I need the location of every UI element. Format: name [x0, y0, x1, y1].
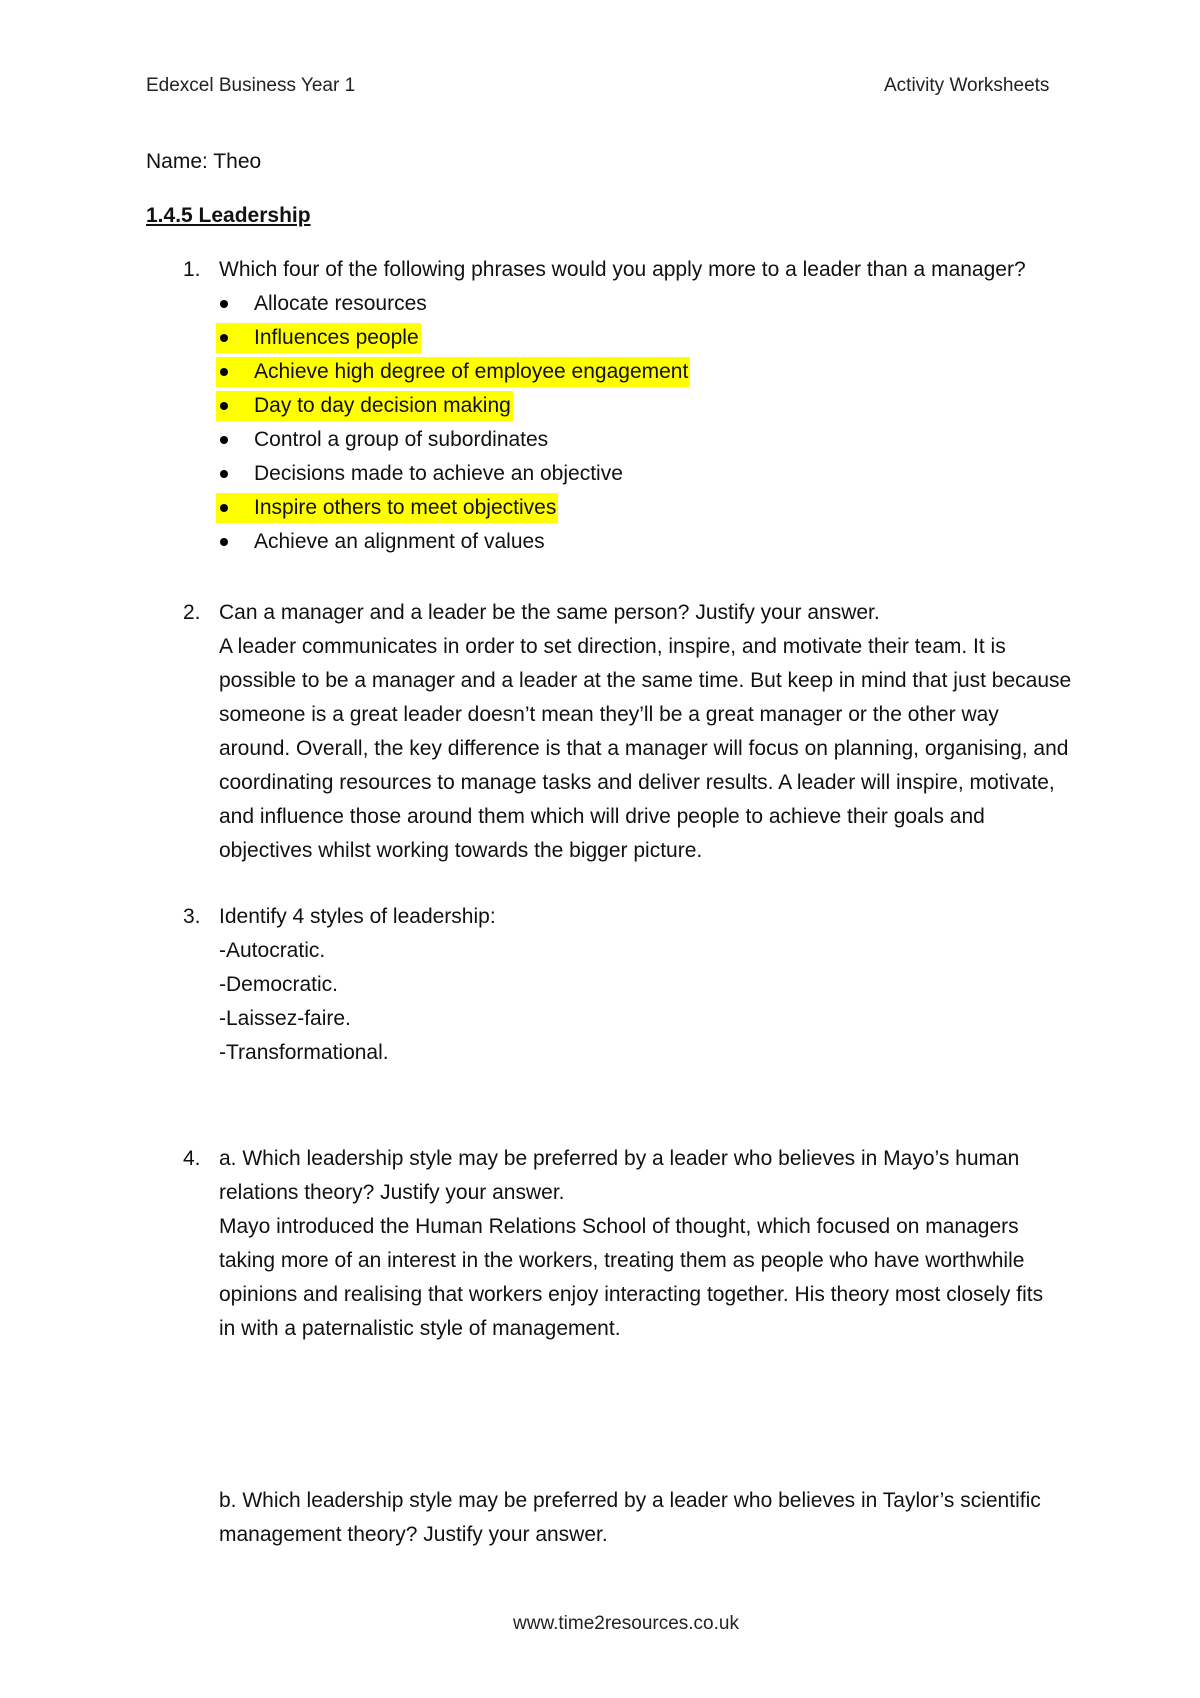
answer-line: objectives whilst working towards the bigger picture.	[219, 839, 703, 862]
answer-line: -Autocratic.	[219, 939, 326, 962]
answer-line: opinions and realising that workers enjoy interacting together. His theory most closely fits	[219, 1283, 1044, 1306]
answer-line: -Democratic.	[219, 973, 339, 996]
footer-website: www.time2resources.co.uk	[513, 1613, 739, 1634]
bullet-option-label: Inspire others to meet objectives	[254, 496, 557, 519]
bullet-option-highlighted	[216, 323, 421, 353]
bullet-dot-icon	[220, 300, 228, 308]
bullet-option-label: Control a group of subordinates	[254, 428, 549, 451]
answer-line: and influence those around them which will drive people to achieve their goals and	[219, 805, 985, 828]
question-1-text: Which four of the following phrases would you apply more to a leader than a manager?	[219, 258, 1026, 281]
bullet-option-highlighted	[216, 493, 558, 523]
question-line: relations theory? Justify your answer.	[219, 1181, 565, 1204]
bullet-option	[216, 527, 547, 557]
bullet-dot-icon	[220, 436, 228, 444]
question-2-number: 2.	[183, 601, 201, 624]
answer-line: possible to be a manager and a leader at the same time. But keep in mind that just because	[219, 669, 1072, 692]
answer-line: Mayo introduced the Human Relations School of thought, which focused on managers	[219, 1215, 1019, 1238]
bullet-option	[216, 459, 625, 489]
question-line: a. Which leadership style may be preferred by a leader who believes in Mayo’s human	[219, 1147, 1020, 1170]
bullet-option-label: Achieve an alignment of values	[254, 530, 545, 553]
question-2-text: Can a manager and a leader be the same person? Justify your answer.	[219, 601, 880, 624]
answer-line: A leader communicates in order to set direction, inspire, and motivate their team. It is	[219, 635, 1006, 658]
question-3-text: Identify 4 styles of leadership:	[219, 905, 496, 928]
answer-line: coordinating resources to manage tasks and deliver results. A leader will inspire, motivate,	[219, 771, 1055, 794]
answer-line: someone is a great leader doesn’t mean they’ll be a great manager or the other way	[219, 703, 999, 726]
answer-line: in with a paternalistic style of management.	[219, 1317, 621, 1340]
question-3-number: 3.	[183, 905, 201, 928]
bullet-option-label: Day to day decision making	[254, 394, 511, 417]
answer-line: taking more of an interest in the workers, treating them as people who have worthwhile	[219, 1249, 1025, 1272]
bullet-dot-icon	[220, 504, 228, 512]
question-1-number: 1.	[183, 258, 201, 281]
question-line: management theory? Justify your answer.	[219, 1523, 608, 1546]
answer-line: around. Overall, the key difference is that a manager will focus on planning, organising, and	[219, 737, 1069, 760]
header-course-title: Edexcel Business Year 1	[146, 75, 356, 96]
bullet-option-label: Allocate resources	[254, 292, 427, 315]
header-document-type: Activity Worksheets	[884, 75, 1050, 96]
bullet-dot-icon	[220, 470, 228, 478]
bullet-option-label: Decisions made to achieve an objective	[254, 462, 623, 485]
bullet-option-label: Influences people	[254, 326, 419, 349]
question-line: b. Which leadership style may be preferred by a leader who believes in Taylor’s scientific	[219, 1489, 1041, 1512]
question-4-number: 4.	[183, 1147, 201, 1170]
bullet-option-label: Achieve high degree of employee engagement	[254, 360, 689, 383]
answer-line: -Laissez-faire.	[219, 1007, 351, 1030]
bullet-dot-icon	[220, 538, 228, 546]
student-name: Name: Theo	[146, 150, 262, 173]
answer-line: -Transformational.	[219, 1041, 389, 1064]
bullet-option-highlighted	[216, 357, 690, 387]
bullet-option-highlighted	[216, 391, 513, 421]
bullet-option	[216, 289, 429, 319]
bullet-dot-icon	[220, 368, 228, 376]
bullet-dot-icon	[220, 402, 228, 410]
bullet-option	[216, 425, 550, 455]
bullet-dot-icon	[220, 334, 228, 342]
section-title: 1.4.5 Leadership	[146, 204, 311, 227]
